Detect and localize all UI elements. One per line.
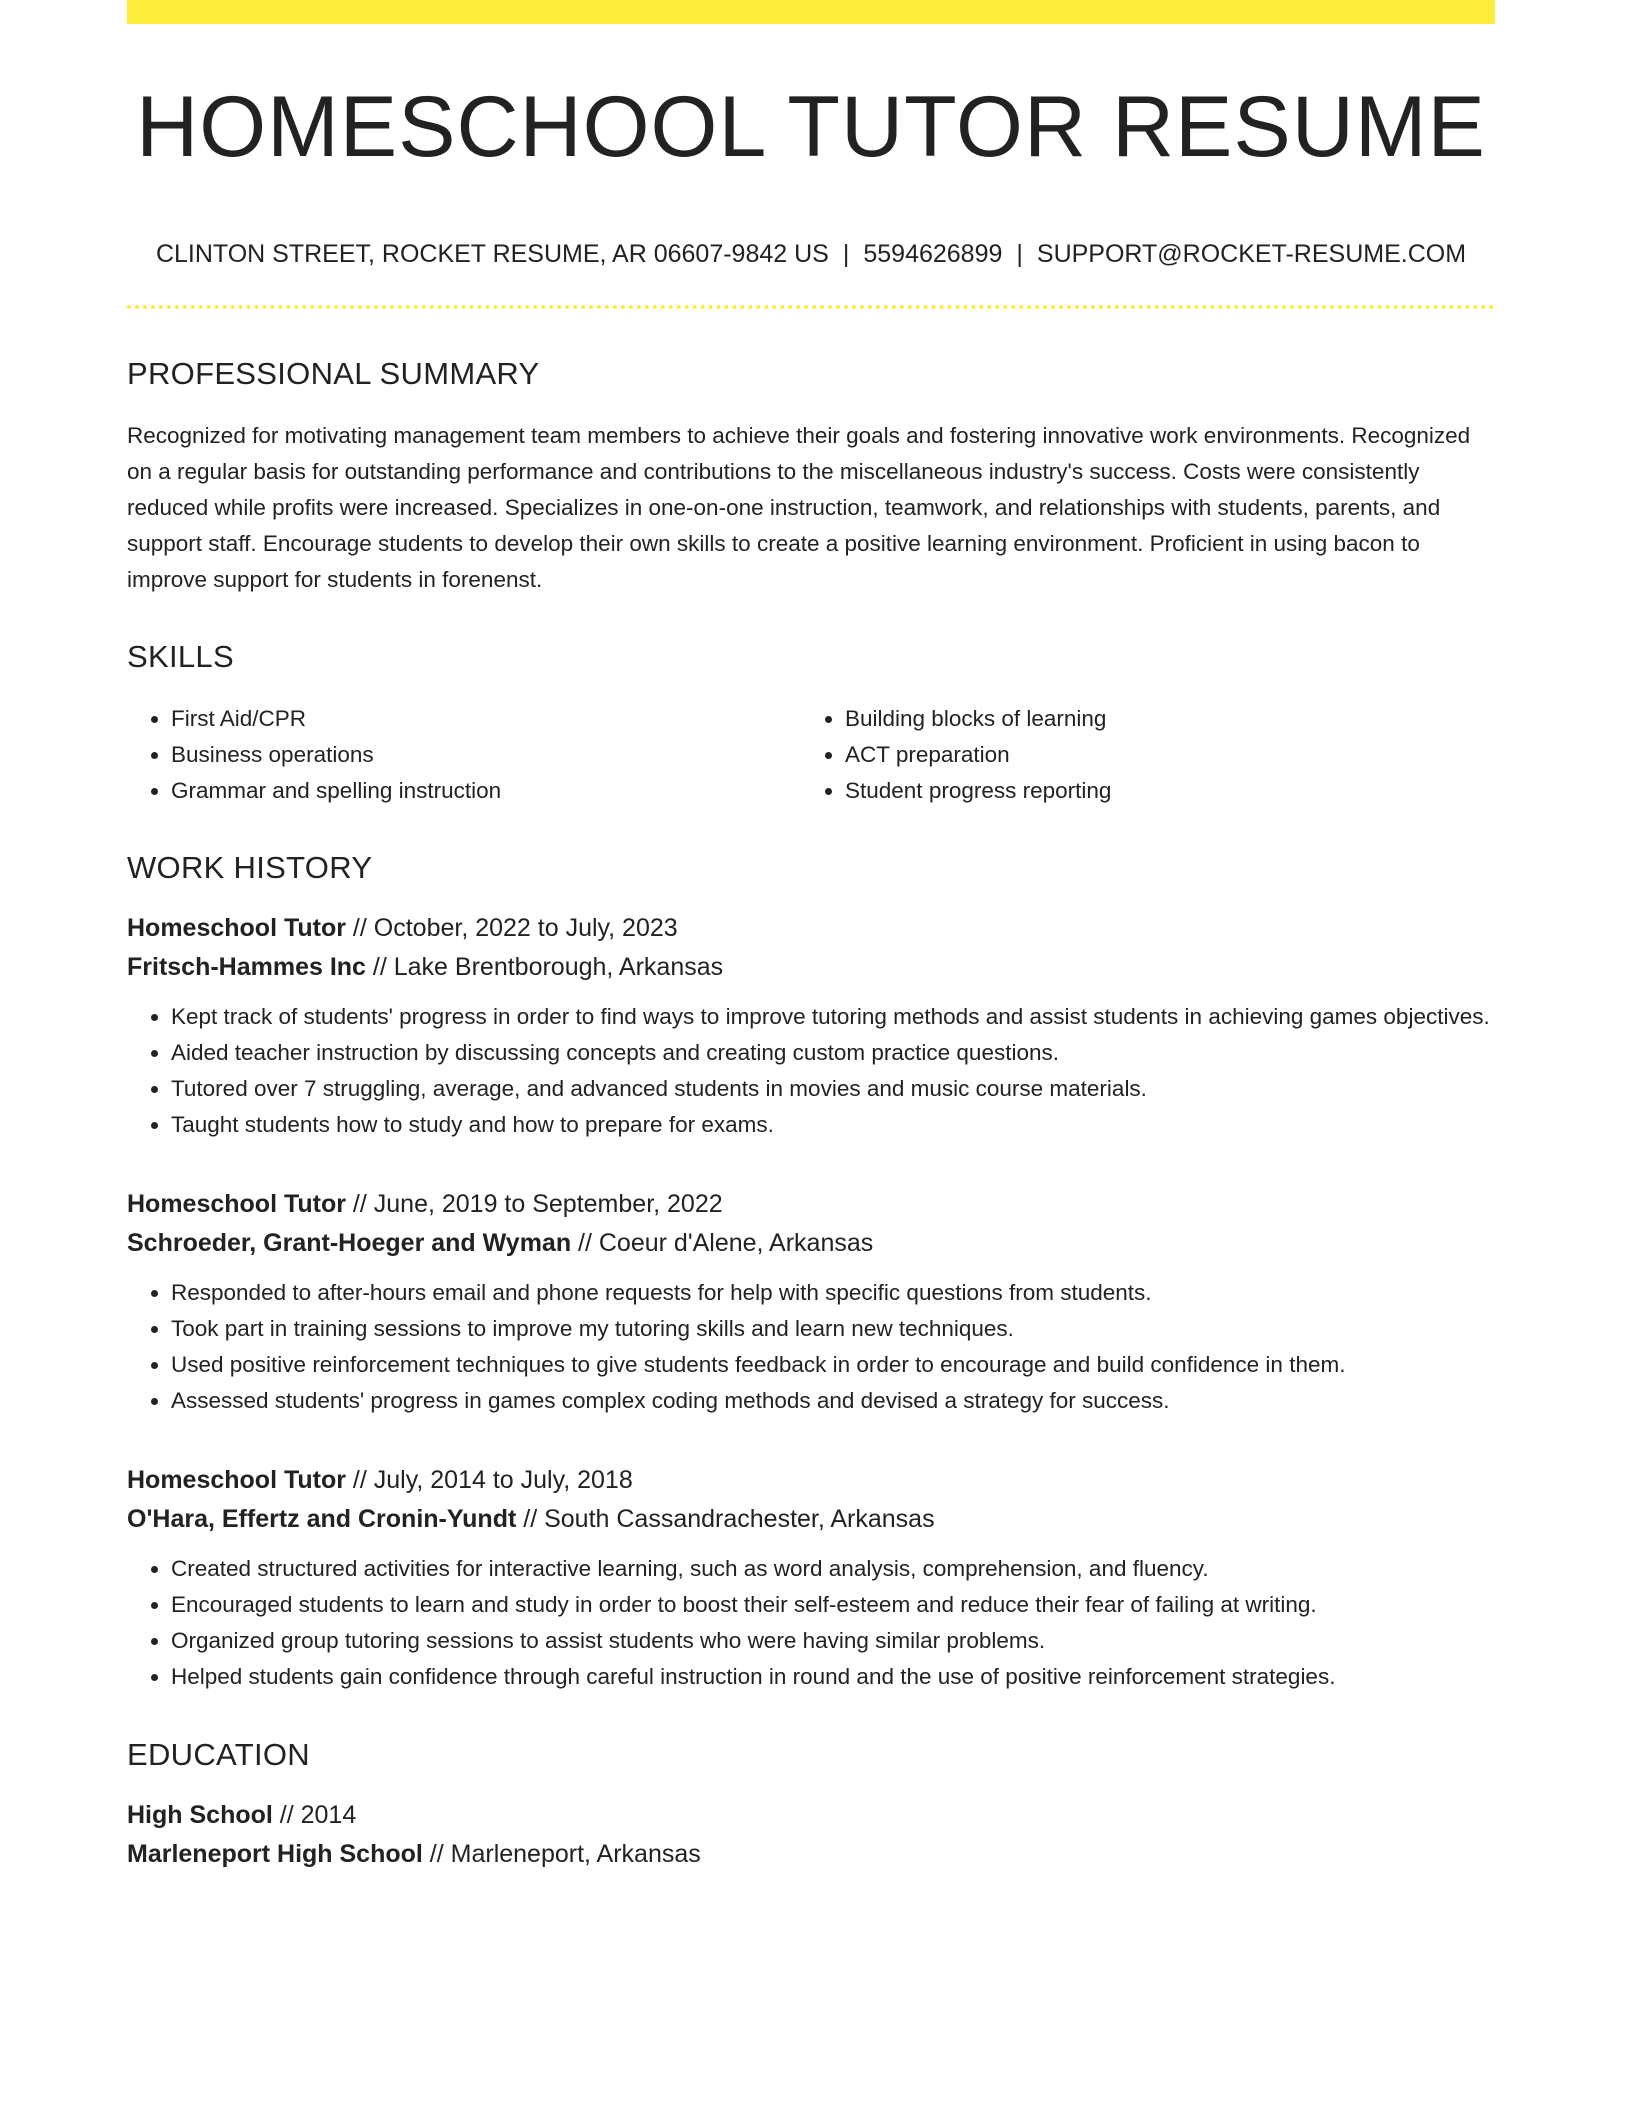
job-title-line: [127, 1185, 1495, 1224]
job-entry: [127, 909, 1495, 1143]
job-dates: // June, 2019 to September, 2022: [345, 1190, 723, 1218]
job-entry: [127, 1185, 1495, 1419]
resume-title: HOMESCHOOL TUTOR RESUME: [136, 79, 1486, 175]
education-school-line: [127, 1835, 1495, 1874]
job-company: Schroeder, Grant-Hoeger and Wyman: [127, 1229, 572, 1257]
header-divider: [127, 305, 1495, 309]
job-location: // Lake Brentborough, Arkansas: [365, 953, 724, 981]
job-duty: • Kept track of students' progress in order to find ways to improve tutoring methods and assist students in achieving games objectives.: [171, 999, 1495, 1035]
contact-separator: |: [842, 240, 850, 268]
job-title: Homeschool Tutor: [127, 914, 346, 942]
job-duties: [127, 1551, 1495, 1695]
job-duty: • Organized group tutoring sessions to assist students who were having similar problems.: [171, 1623, 1495, 1659]
skills-list: [127, 701, 1495, 809]
contact-address: CLINTON STREET, ROCKET RESUME, AR 06607-9842 US: [155, 240, 829, 268]
job-duties: [127, 999, 1495, 1143]
job-duty: • Created structured activities for interactive learning, such as word analysis, comprehension, and fluency.: [171, 1551, 1495, 1587]
contact-separator: |: [1016, 240, 1023, 268]
skills-column-right: [801, 701, 1475, 809]
education-heading: EDUCATION: [127, 1737, 310, 1772]
job-duty: • Aided teacher instruction by discussing concepts and creating custom practice questions.: [171, 1035, 1495, 1071]
job-dates: // October, 2022 to July, 2023: [345, 914, 678, 942]
education-degree: High School: [127, 1801, 273, 1829]
job-duty: • Responded to after-hours email and phone requests for help with specific questions from students.: [171, 1275, 1495, 1311]
job-duty: • Encouraged students to learn and study in order to boost their self-esteem and reduce their fear of failing at writing.: [171, 1587, 1495, 1623]
job-title-line: [127, 909, 1495, 948]
job-duty: • Tutored over 7 struggling, average, and advanced students in movies and music course materials.: [171, 1071, 1495, 1107]
skill-item: • Business operations: [171, 737, 801, 773]
education-entry: [127, 1796, 1495, 1874]
summary-heading: PROFESSIONAL SUMMARY: [127, 356, 540, 391]
education-location: // Marleneport, Arkansas: [422, 1840, 701, 1868]
skill-item: • ACT preparation: [845, 737, 1475, 773]
contact-phone: 5594626899: [863, 240, 1003, 268]
job-company-line: [127, 1500, 1495, 1539]
job-company-line: [127, 1224, 1495, 1263]
job-location: // South Cassandrachester, Arkansas: [516, 1505, 935, 1533]
job-location: // Coeur d'Alene, Arkansas: [571, 1229, 874, 1257]
contact-line: [127, 242, 1495, 267]
job-duty: • Taught students how to study and how to prepare for exams.: [171, 1107, 1495, 1143]
job-duty: • Assessed students' progress in games complex coding methods and devised a strategy for success.: [171, 1383, 1495, 1419]
skills-column-left: [127, 701, 801, 809]
job-company: O'Hara, Effertz and Cronin-Yundt: [127, 1505, 517, 1533]
education-degree-line: [127, 1796, 1495, 1835]
work-history-heading: WORK HISTORY: [127, 850, 373, 885]
job-duty: • Used positive reinforcement techniques to give students feedback in order to encourage and build confidence in them.: [171, 1347, 1495, 1383]
skills-heading: SKILLS: [127, 639, 234, 674]
skill-item: • First Aid/CPR: [171, 701, 801, 737]
summary-text: Recognized for motivating management team members to achieve their goals and fostering innovative work environments. Recognized on a regular basis for outstanding performance and contributions to the miscellaneous industry's success. Costs were consistently reduced while profits were increased. Specializes in one-on-one instruction, teamwork, and relationships with students, parents, and support staff. Encourage students to develop their own skills to create a positive learning environment. Proficient in using bacon to improve support for students in forenenst.: [127, 423, 1471, 592]
skill-item: • Building blocks of learning: [845, 701, 1475, 737]
job-entry: [127, 1461, 1495, 1695]
skill-item: • Grammar and spelling instruction: [171, 773, 801, 809]
job-company: Fritsch-Hammes Inc: [127, 953, 366, 981]
education-school: Marleneport High School: [127, 1840, 423, 1868]
contact-email: SUPPORT@ROCKET-RESUME.COM: [1036, 240, 1467, 268]
job-duty: • Helped students gain confidence through careful instruction in round and the use of positive reinforcement strategies.: [171, 1659, 1495, 1695]
job-company-line: [127, 948, 1495, 987]
skill-item: • Student progress reporting: [845, 773, 1475, 809]
job-title-line: [127, 1461, 1495, 1500]
accent-bar: [127, 0, 1495, 24]
job-duty: • Took part in training sessions to improve my tutoring skills and learn new techniques.: [171, 1311, 1495, 1347]
job-duties: [127, 1275, 1495, 1419]
job-dates: // July, 2014 to July, 2018: [345, 1466, 633, 1494]
education-year: // 2014: [272, 1801, 357, 1829]
resume-page: [127, 0, 1495, 1874]
job-title: Homeschool Tutor: [127, 1190, 346, 1218]
job-title: Homeschool Tutor: [127, 1466, 346, 1494]
